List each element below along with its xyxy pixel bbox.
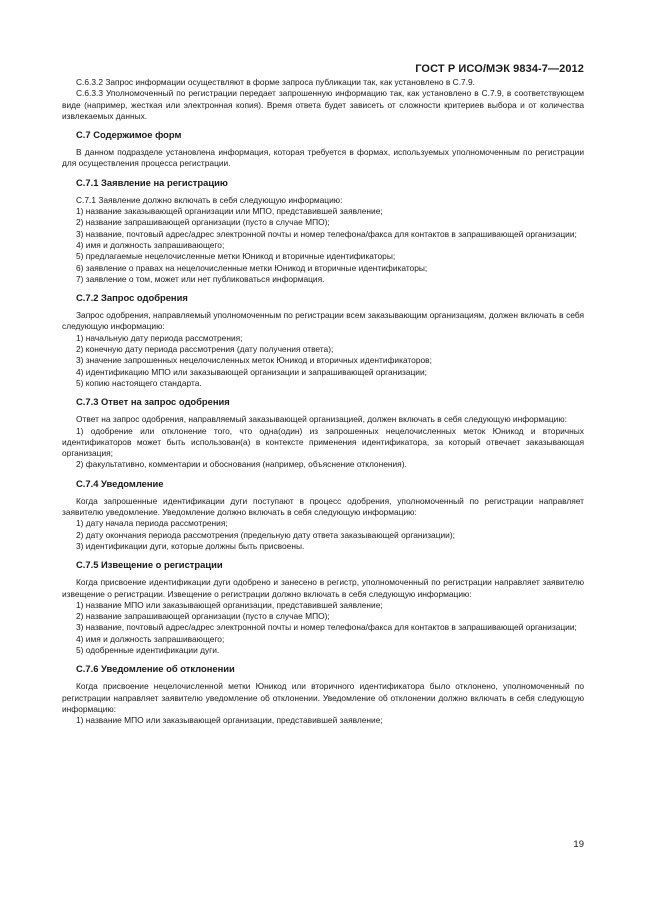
list-item: 2) дату окончания периода рассмотрения (предельную дату ответа заказывающей организации); [76, 529, 455, 540]
list-item: 4) имя и должность запрашивающего; [76, 633, 225, 644]
list-item: 1) начальную дату периода рассмотрения; [76, 332, 243, 343]
section-text-c7: В данном подразделе установлена информация, которая требуется в формах, используемых уполномоченным по регистрации для осуществления процесса регистрации. [62, 147, 584, 169]
list-item: 1) одобрение или отклонение того, что одна(один) из запрошенных нецелочисленных меток Юникод и вторичных идентификаторов может быть использован(а) в контексте применения идентификатора, за который отвечает заказывающая организация; [62, 425, 584, 459]
section-heading-c7: С.7 Содержимое форм [76, 129, 182, 141]
list-item: 3) значение запрошенных нецелочисленных меток Юникод и вторичных идентификаторов; [76, 355, 432, 366]
section-lead-c71: С.7.1 Заявление должно включать в себя следующую информацию: [76, 194, 343, 205]
list-item: 4) имя и должность запрашивающего; [76, 239, 225, 250]
paragraph-c632: С.6.3.2 Запрос информации осуществляют в форме запроса публикации так, как установлено в С.7.9. [76, 77, 476, 87]
list-item: 3) название, почтовый адрес/адрес электронной почты и номер телефона/факса для контактов в запрашивающей организации; [76, 228, 577, 239]
section-heading-c71: С.7.1 Заявление на регистрацию [76, 176, 228, 188]
list-item: 2) название запрашивающей организации (пусто в случае МПО); [76, 217, 330, 228]
section-lead-c74: Когда запрошенные идентификации дуги поступают в процесс одобрения, уполномоченный по регистрации направляет заявителю уведомление. Уведомление должно включать в себя следующую информацию: [62, 495, 584, 518]
list-item: 5) копию настоящего стандарта. [76, 377, 202, 388]
section-lead-c73: Ответ на запрос одобрения, направляемый заказывающей организацией, должен включать в себя следующую информацию: [76, 414, 567, 425]
section-heading-c75: С.7.5 Извещение о регистрации [76, 559, 223, 571]
section-lead-c72: Запрос одобрения, направляемый уполномоченным по регистрации всем заказывающим организациям, должен включать в себя следующую информацию: [62, 310, 584, 332]
list-item: 2) название запрашивающей организации (пусто в случае МПО); [76, 611, 330, 622]
list-item: 2) факультативно, комментарии и обоснования (например, объяснение отклонения). [76, 459, 407, 470]
list-item: 7) заявление о том, может или нет публиковаться информация. [76, 273, 325, 284]
list-item: 1) название заказывающей организации или МПО, представившей заявление; [76, 206, 383, 217]
paragraph-c633: С.6.3.3 Уполномоченный по регистрации передает запрошенную информацию так, как установлено в С.7.9, в соответствующем виде (например, жесткая или электронная копия). Время ответа будет зависеть от сложности критериев выбора и от количества извлекаемых данных. [62, 88, 584, 121]
list-item: 1) дату начала периода рассмотрения; [76, 518, 228, 529]
section-heading-c74: С.7.4 Уведомление [76, 477, 164, 489]
section-heading-c73: С.7.3 Ответ на запрос одобрения [76, 396, 230, 408]
list-item: 1) название МПО или заказывающей организации, представившей заявление; [76, 715, 383, 726]
section-lead-c76: Когда присвоение нецелочисленной метки Юникод или вторичного идентификатора было отклонено, уполномоченный по регистрации направляет заявителю уведомление об отклонении. Уведомление об отклонении должно включать в себя следующую информацию: [62, 681, 584, 714]
page-number: 19 [573, 839, 584, 850]
section-heading-c76: С.7.6 Уведомление об отклонении [76, 663, 235, 675]
section-lead-c75: Когда присвоение идентификации дуги одобрено и занесено в регистр, уполномоченный по регистрации направляет заявителю извещение о регистрации. Извещение о регистрации должно включать в себя следующую информацию: [62, 577, 584, 599]
list-item: 4) идентификацию МПО или заказывающей организации и запрашивающей организации; [76, 366, 427, 377]
document-header: ГОСТ Р ИСО/МЭК 9834-7—2012 [415, 63, 584, 75]
list-item: 3) название, почтовый адрес/адрес электронной почты и номер телефона/факса для контактов в запрашивающей организации; [76, 622, 577, 633]
list-item: 3) идентификации дуги, которые должны быть присвоены. [76, 540, 305, 551]
list-item: 2) конечную дату периода рассмотрения (дату получения ответа); [76, 344, 334, 355]
list-item: 5) предлагаемые нецелочисленные метки Юникод и вторичные идентификаторы; [76, 251, 396, 262]
list-item: 6) заявление о правах на нецелочисленные метки Юникод и вторичные идентификаторы; [76, 262, 428, 273]
list-item: 1) название МПО или заказывающей организации, представившей заявление; [76, 599, 383, 610]
document-body [62, 77, 584, 726]
section-heading-c72: С.7.2 Запрос одобрения [76, 292, 188, 304]
list-item: 5) одобренные идентификации дуги. [76, 644, 220, 655]
